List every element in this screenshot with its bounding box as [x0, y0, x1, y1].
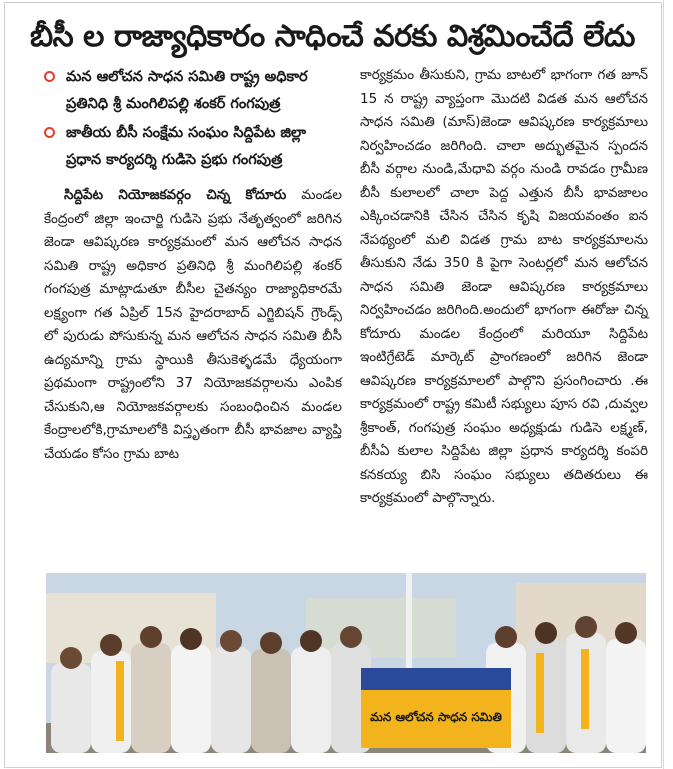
dateline-lead: సిద్దిపేట నియోజకవర్గం చిన్న కోదూరు [64, 187, 287, 203]
column-rule [663, 0, 664, 769]
event-photo [46, 573, 646, 753]
bullet-text: జాతీయ బీసీ సంక్షేమ సంఘం సిద్దిపేట జిల్లా ప్రధాన కార్యదర్శి గుడిసె ప్రభు గంగపుత్ర [66, 125, 307, 168]
article-body-left-text: మండల కేంద్రంలో జిల్లా ఇంచార్జి గుడిసె ప్రభు నేతృత్వంలో జరిగిన జెండా ఆవిష్కరణ కార్యక్రమంలో మన ఆలోచన సాధన సమితి రాష్ట్ర అధికార ప్రతినిధి శ్రీ మంగిలిపల్లి శంకర్ గంగపుత్ర మాట్లాడుతూ బీసీల చైతన్యం రాజ్యాధికారమే లక్ష్యంగా గత ఏప్రిల్ 15న హైదరాబాద్ ఎగ్జిబిషన్ గ్రౌండ్స్ లో పురుడు పోసుకున్న మన ఆలోచన సాధన సమితి బీసీ ఉద్యమాన్ని గ్రామ స్థాయికి తీసుకెళ్ళడమే ధ్యేయంగా ప్రథమంగా రాష్ట్రంలోని 37 నియోజకవర్గాలను ఎంపిక చేసుకుని,ఆ నియోజకవర్గాలకు సంబంధించిన మండల కేంద్రాలలోకి,గ్రామాలలోకి విస్తృతంగా బీసీ భావజాల వ్యాప్తి చేయడం కోసం గ్రామ బాట [44, 187, 342, 462]
bullet-text: మన ఆలోచన సాధన సమితి రాష్ట్ర అధికార ప్రతినిధి శ్రీ మంగిలిపల్లి శంకర్ గంగపుత్ర [66, 69, 308, 112]
group-photo-illustration [46, 573, 646, 753]
bullet-circle-icon [44, 71, 55, 82]
banner-text: మన ఆలోచన సాధన సమితి [370, 710, 502, 724]
highlight-bullet [44, 64, 342, 118]
highlight-bullet [44, 120, 342, 174]
banner-strip [361, 668, 511, 690]
bullet-circle-icon [44, 127, 55, 138]
left-column [44, 64, 342, 466]
right-column [360, 64, 648, 511]
article-headline: బీసీ ల రాజ్యాధికారం సాధించే వరకు విశ్రమించేదే లేదు [30, 19, 635, 54]
article-body-left [44, 184, 342, 466]
article-body-right: కార్యక్రమం తీసుకుని, గ్రామ బాటలో భాగంగా గత జూన్ 15 న రాష్ట్ర వ్యాప్తంగా మొదటి విడత మన ఆలోచన సాధన సమితి (మాస్)జెండా ఆవిష్కరణ కార్యక్రమాలు నిర్వహించడం జరిగింది. చాలా అద్భుతమైన స్పందన బీసీ వర్గాల నుండి,మేధావి వర్గం నుండి రావడం గ్రామీణ బీసీ కులాలలో చాలా పెద్ద ఎత్తున బీసీ భావజాలం ఎక్కించడానికి చేసిన చేసిన కృషి విజయవంతం ఐన నేపథ్యంలో మలి విడత గ్రామ బాట కార్యక్రమాలను తీసుకుని నేడు 350 కి పైగా సెంటర్లలో మన ఆలోచన సాధన సమితి జెండా ఆవిష్కరణ కార్యక్రమాలు నిర్వహించడం జరిగింది.అందులో భాగంగా ఈరోజు చిన్న కోదూరు మండల కేంద్రంలో మరియూ సిద్దిపేట ఇంటిగ్రేటెడ్ మార్కెట్ ప్రాంగణంలో జరిగిన జెండా ఆవిష్కరణ కార్యక్రమాలలో పాల్గొని ప్రసంగించారు .ఈ కార్యక్రమంలో రాష్ట్ర కమిటీ సభ్యులు పూస రవి ,దువ్వల శ్రీకాంత్, గంగపుత్ర సంఘం అధ్యక్షుడు గుడిసె లక్ష్మణ్, బీసీఏ కులాల సిద్దిపేట జిల్లా ప్రధాన కార్యదర్శి కంపరి కనకయ్య బిసి సంఘం సభ్యులు తదితరులు ఈ కార్యక్రమంలో పాల్గొన్నారు. [360, 67, 648, 506]
building-middle [306, 598, 456, 658]
